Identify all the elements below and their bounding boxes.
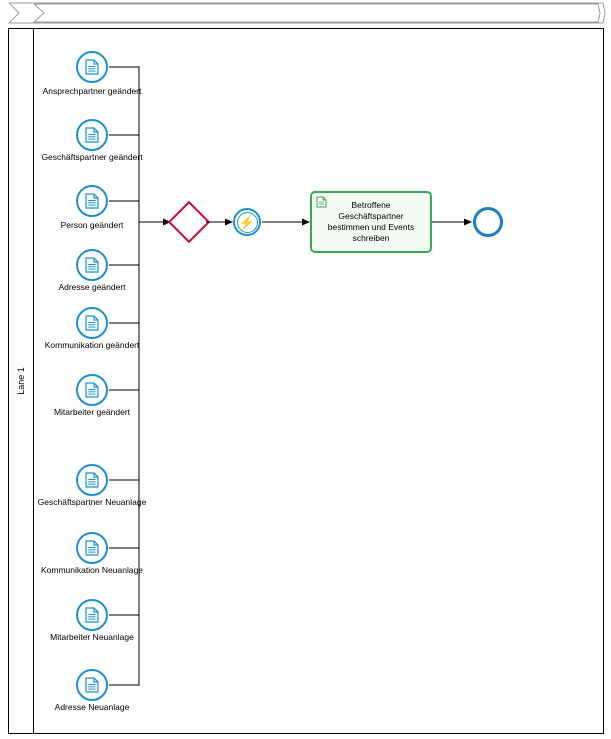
start-event-label-geschaeftspartner-geaendert: Geschäftspartner geändert [41, 152, 143, 162]
start-event-label-mitarbeiter-geaendert: Mitarbeiter geändert [53, 407, 131, 417]
sequence-flows-to-gateway [90, 50, 190, 690]
start-event-label-adresse-neuanlage: Adresse Neuanlage [54, 702, 130, 712]
flow-gateway-to-event [206, 214, 234, 230]
start-event-label-ansprechpartner-geaendert: Ansprechpartner geändert [42, 86, 142, 96]
start-event-label-geschaeftspartner-neuanlage: Geschäftspartner Neuanlage [37, 497, 147, 507]
signal-bolt-icon: ⚡ [238, 214, 256, 230]
flow-event-to-task [262, 214, 312, 230]
start-event-label-adresse-geaendert: Adresse geändert [58, 282, 126, 292]
task-betroffene-geschaeftspartner[interactable] [310, 191, 432, 253]
lane-header [8, 28, 34, 734]
flow-task-to-end [432, 214, 474, 230]
script-task-icon [316, 196, 327, 208]
start-event-label-mitarbeiter-neuanlage: Mitarbeiter Neuanlage [50, 632, 134, 642]
lane-label: Lane 1 [16, 367, 26, 395]
start-event-label-kommunikation-geaendert: Kommunikation geändert [44, 340, 140, 350]
task-label: Betroffene Geschäftspartner bestimmen und Events schreiben [327, 200, 415, 243]
start-event-label-person-geaendert: Person geändert [60, 220, 124, 230]
top-banner-arrow [8, 2, 606, 24]
end-event[interactable] [473, 207, 503, 237]
intermediate-signal-event[interactable] [233, 208, 261, 236]
start-event-label-kommunikation-neuanlage: Kommunikation Neuanlage [40, 565, 144, 575]
